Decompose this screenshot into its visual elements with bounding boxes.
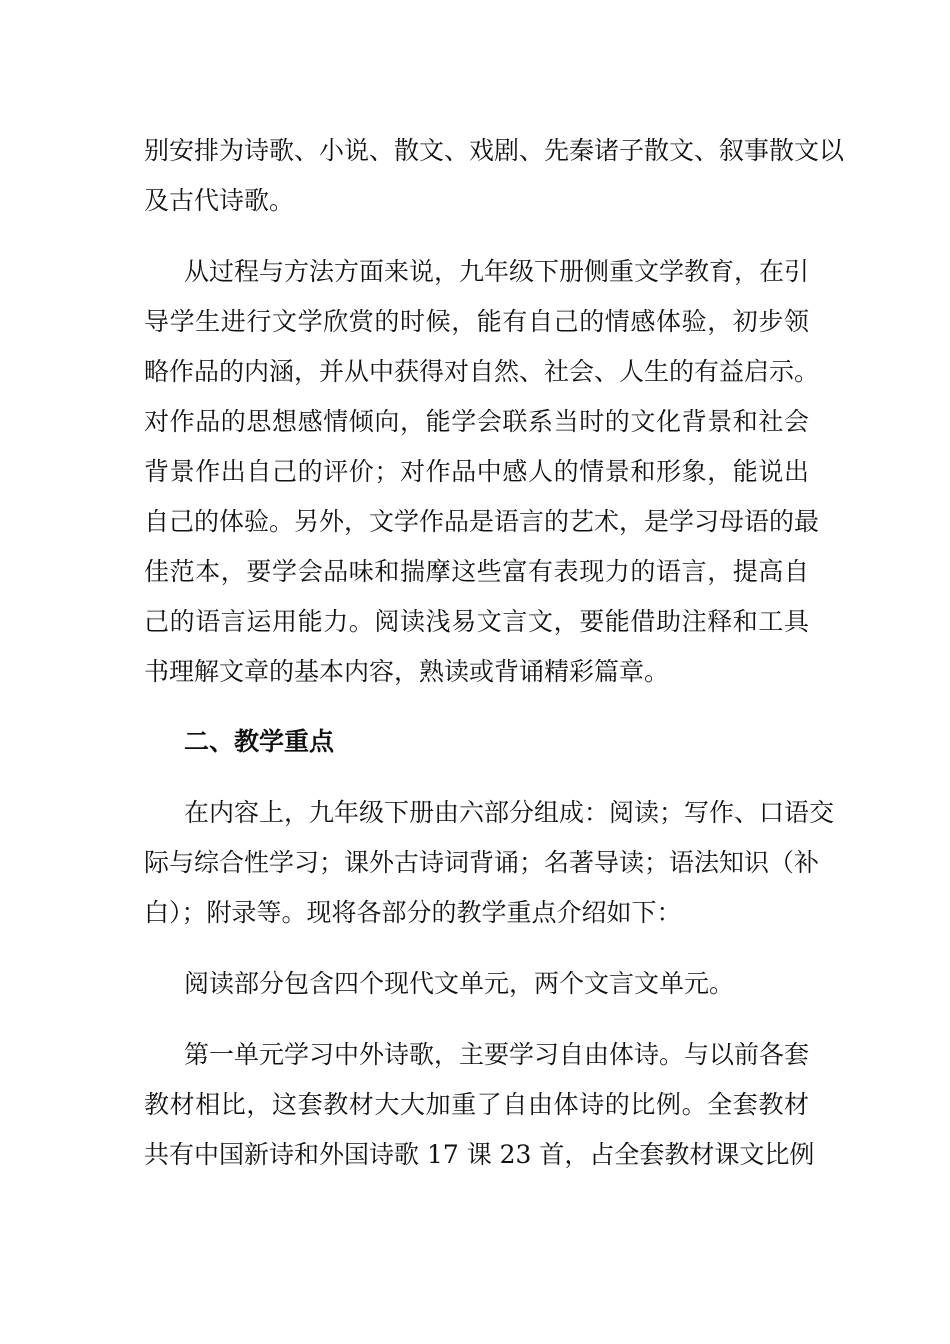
paragraph-line: 际与综合性学习；课外古诗词背诵；名著导读；语法知识（补	[144, 848, 820, 877]
paragraph-line: 别安排为诗歌、小说、散文、戏剧、先秦诸子散文、叙事散文以	[144, 136, 845, 165]
paragraph-line: 及古代诗歌。	[144, 186, 295, 215]
paragraph-line: 书理解文章的基本内容，熟读或背诵精彩篇章。	[144, 657, 670, 686]
paragraph-line: 阅读部分包含四个现代文单元，两个文言文单元。	[184, 969, 735, 998]
paragraph-line: 佳范本，要学会品味和揣摩这些富有表现力的语言，提高自	[144, 557, 809, 586]
paragraph-line: 白）；附录等。现将各部分的教学重点介绍如下：	[144, 898, 682, 927]
paragraph-line: 己的语言运用能力。阅读浅易文言文，要能借助注释和工具	[144, 607, 809, 636]
paragraph-line: 略作品的内涵，并从中获得对自然、社会、人生的有益启示。	[144, 357, 820, 386]
paragraph-line: 自己的体验。另外，文学作品是语言的艺术，是学习母语的最	[144, 507, 820, 536]
paragraph-line: 教材相比，这套教材大大加重了自由体诗的比例。全套教材	[144, 1090, 809, 1119]
section-heading: 二、教学重点	[184, 727, 335, 756]
paragraph-line: 背景作出自己的评价；对作品中感人的情景和形象，能说出	[144, 457, 809, 486]
paragraph-line: 对作品的思想感情倾向，能学会联系当时的文化背景和社会	[144, 407, 809, 436]
paragraph-line: 第一单元学习中外诗歌，主要学习自由体诗。与以前各套	[184, 1040, 810, 1069]
paragraph-line: 从过程与方法方面来说，九年级下册侧重文学教育，在引	[184, 257, 810, 286]
paragraph-line: 在内容上，九年级下册由六部分组成：阅读；写作、口语交	[184, 798, 835, 827]
paragraph-line: 共有中国新诗和外国诗歌 17 课 23 首，占全套教材课文比例	[144, 1140, 815, 1169]
paragraph-line: 导学生进行文学欣赏的时候，能有自己的情感体验，初步领	[144, 307, 809, 336]
